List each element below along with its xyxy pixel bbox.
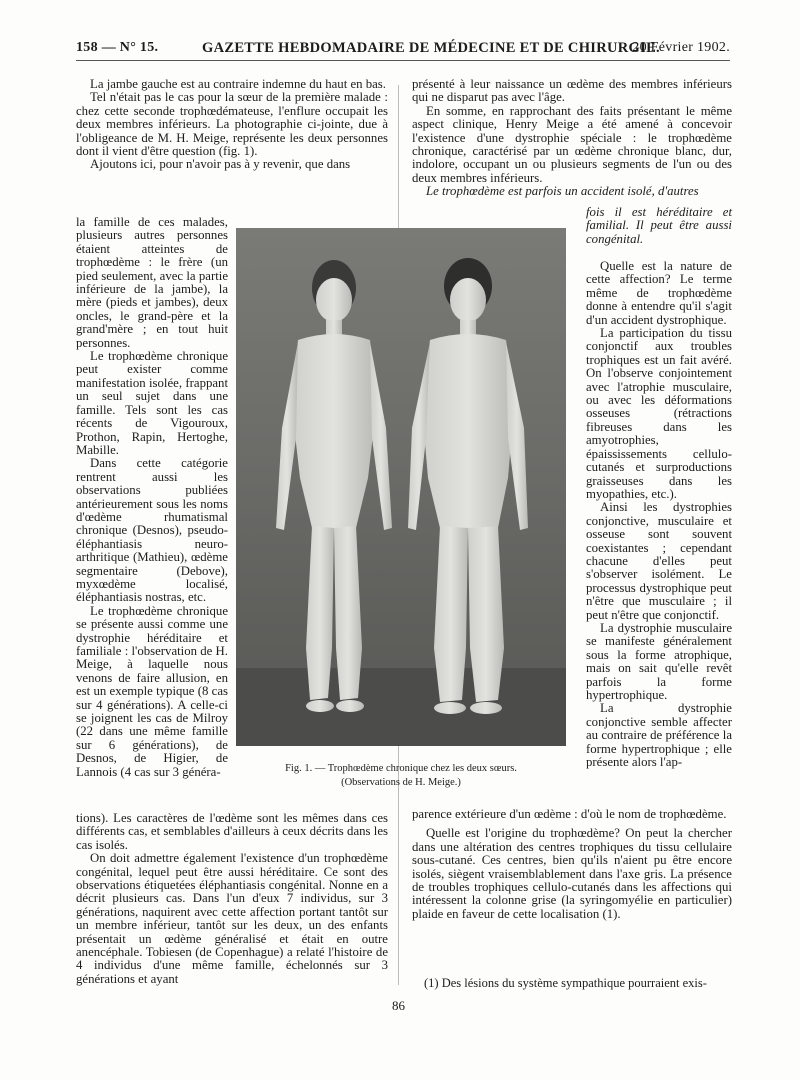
running-header (76, 38, 730, 61)
left-column-narrow (76, 216, 228, 779)
left-column-top (76, 78, 388, 172)
page-number: 86 (392, 998, 405, 1013)
footnote: (1) Des lésions du système sympathique pourraient exis- (424, 976, 707, 990)
right-column-narrow (586, 260, 732, 769)
paragraph: La jambe gauche est au contraire indemne du haut en bas. (90, 77, 386, 91)
quote-line: Le trophœdème est parfois un accident isolé, d'autres (426, 184, 699, 199)
paragraph: La dystrophie musculaire se manifeste généralement sous la forme atrophique, mais on sait qu'elle revêt parfois la forme hypertrophique. (586, 620, 732, 702)
paragraph: En somme, en rapprochant des faits présentant le même aspect clinique, Henry Meige a été amené à concevoir l'existence d'une dystrophie spéciale : le trophœdème chronique, caractérisé par un œdème chronique blanc, dur, indolore, occupant un ou plusieurs segments de l'un ou des deux membres inférieurs. (412, 103, 732, 185)
quote-narrow: fois il est héréditaire et familial. Il peut être aussi congénital. (586, 205, 732, 246)
paragraph: Tel n'était pas le cas pour la sœur de la première malade : chez cette seconde trophœdémateuse, l'enflure occupait les deux membres inférieurs. La photographie ci-jointe, due à l'obligeance de M. H. Meige, représente les deux personnes dont il vient d'être question (fig. 1). (76, 90, 388, 159)
paragraph: Ajoutons ici, pour n'avoir pas à y revenir, que dans (90, 157, 351, 172)
paragraph: la famille de ces malades, plusieurs autres personnes étaient atteintes de trophœdème : le frère (un pied seulement, avec la partie inférieure de la jambe), la mère (pieds et jambes), deux oncles, le grand-père et la grand'mère ; en tout huit personnes. (76, 215, 228, 350)
paragraph: Le trophœdème chronique peut exister comme manifestation isolée, frappant un seul sujet dans une famille. Tels sont les cas récents de Vigouroux, Prothon, Rapin, Hertoghe, Mabille. (76, 349, 228, 457)
journal-title: GAZETTE HEBDOMADAIRE DE MÉDECINE ET DE CHIRURGIE. (202, 40, 660, 56)
right-column-top (412, 78, 732, 199)
figure-right (408, 258, 528, 714)
paragraph: présenté à leur naissance un œdème des membres inférieurs qui ne disparut pas avec l'âge. (412, 77, 732, 105)
paragraph: Quelle est la nature de cette affection? Le terme même de trophœdème donne à entendre qu'il s'agit d'un accident dystrophique. (586, 259, 732, 327)
paragraph: tions). Les caractères de l'œdème sont les mêmes dans ces différents cas, et semblables d'ailleurs à ceux décrits dans les cas isolés. (76, 811, 388, 852)
paragraph: Dans cette catégorie rentrent aussi les observations publiées antérieurement sous les noms d'œdème rhumatismal chronique (Desnos), pseudo-éléphantiasis neuro-arthritique (Mathieu), œdème segmentaire (Debove), myxœdème localisé, éléphantiasis nostras, etc. (76, 456, 228, 605)
figure-left (276, 260, 392, 712)
page-issue: 158 — N° 15. (76, 40, 159, 55)
paragraph: Quelle est l'origine du trophœdème? On peut la chercher dans une altération des centres trophiques du tissu cellulaire sous-cutané. Ces centres, bien qu'ils n'aient pu être encore isolés, siègent vraisemblablement dans l'axe gris. La présence de troubles trophiques cellulo-cutanés dans les affections qui intéressent la colonne grise (la syringomyélie en particulier) plaide en faveur de cette localisation (1). (412, 826, 732, 921)
photo-illustration (236, 228, 566, 746)
paragraph: parence extérieure d'un œdème : d'où le nom de trophœdème. (412, 807, 727, 821)
paragraph: La dystrophie conjonctive semble affecter au contraire de préférence la forme hypertrophique ; elle présente alors l'ap- (586, 701, 732, 770)
paragraph: On doit admettre également l'existence d'un trophœdème congénital, lequel peut être aussi héréditaire. Ce sont des observations étiquetées éléphantiasis congénital. Nonne en a décrit plusieurs cas. Dans l'un d'eux 7 individus, sur 3 générations, naquirent avec cette affection portant tantôt sur un membre inférieur, tantôt sur les deux, un des enfants présentait un œdème généralisé et était en outre anencéphale. Tobiesen (de Copenhague) a relaté l'histoire de 4 individus d'une même famille, échelonnés sur 3 générations et ayant (76, 851, 388, 986)
left-column-bottom (76, 812, 388, 986)
figure-photograph (236, 228, 566, 746)
issue-date: 20 Février 1902. (632, 40, 730, 55)
right-column-bottom (412, 808, 732, 921)
paragraph: Ainsi les dystrophies conjonctive, musculaire et osseuse sont souvent coexistantes ; cependant chacune d'elles peut s'observer isolément. Le processus dystrophique peut n'être que musculaire ; il peut n'être que conjonctif. (586, 500, 732, 622)
figure-caption: Fig. 1. — Trophœdème chronique chez les deux sœurs. (Observations de H. Meige.) (285, 763, 517, 788)
paragraph: La participation du tissu conjonctif aux troubles trophiques est un fait avéré. On l'observe conjointement avec l'atrophie musculaire, ou avec les déformations osseuses (rétractions fibreuses dans les amyotrophies, épaississements cellulo-cutanés et surproductions graisseuses dans les myopathies, etc.). (586, 326, 732, 501)
paragraph: Le trophœdème chronique se présente aussi comme une dystrophie héréditaire et familiale : l'observation de H. Meige, à laquelle nous venons de faire allusion, en est un exemple typique (8 cas sur 4 générations). A celle-ci se joignent les cas de Milroy (22 dans une même famille sur 6 générations), de Desnos, de Higier, de Lannois (4 cas sur 3 généra- (76, 603, 228, 779)
